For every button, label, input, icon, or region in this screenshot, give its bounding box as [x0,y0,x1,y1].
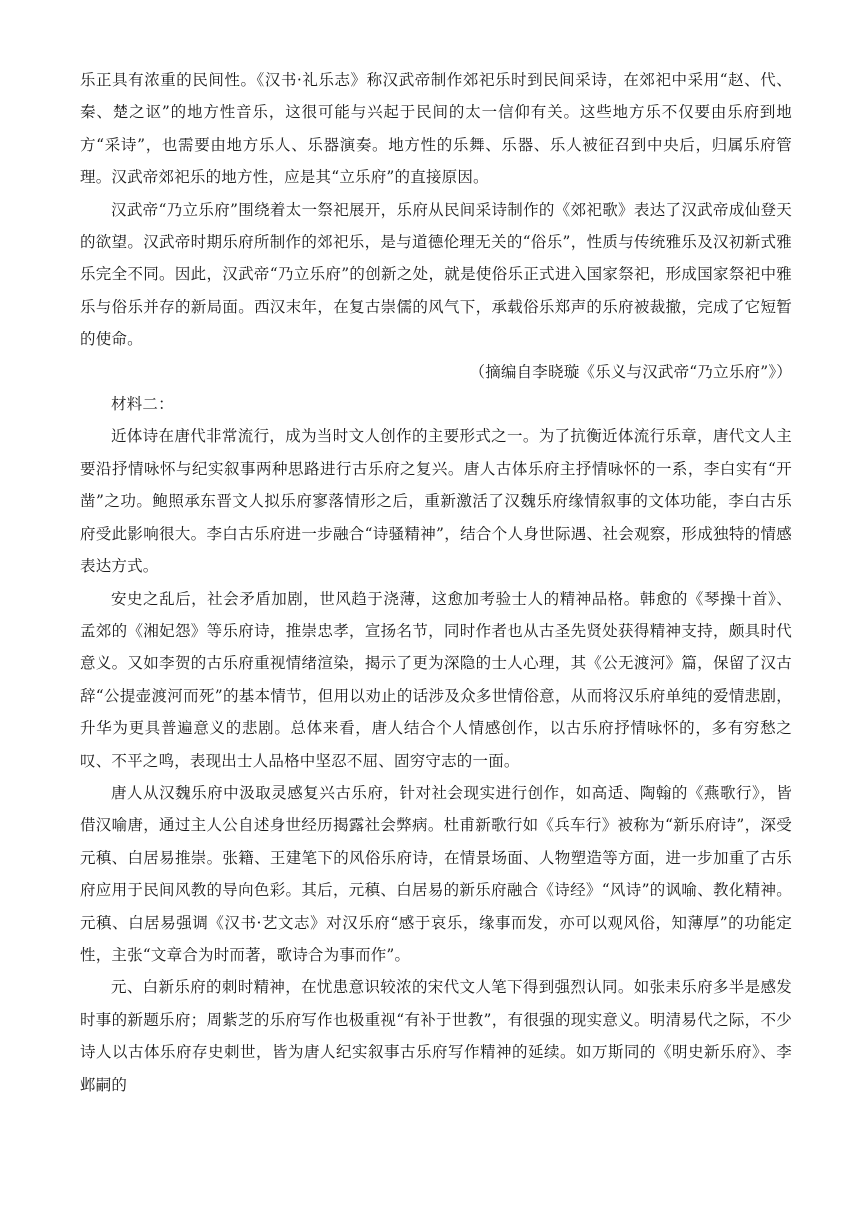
paragraph-6: 元、白新乐府的刺时精神，在忧患意识较浓的宋代文人笔下得到强烈认同。如张耒乐府多半是感发时事的新题乐府；周紫芝的乐府写作也极重视“有补于世教”，有很强的现实意义。明清易代之际，不少诗人以古体乐府存史刺世，皆为唐人纪实叙事古乐府写作精神的延续。如万斯同的《明史新乐府》、李邺嗣的 [80,978,792,1094]
document-page [80,64,792,1101]
paragraph-2: 汉武帝“乃立乐府”围绕着太一祭祀展开，乐府从民间采诗制作的《郊祀歌》表达了汉武帝成仙登天的欲望。汉武帝时期乐府所制作的郊祀乐，是与道德伦理无关的“俗乐”，性质与传统雅乐及汉初新式雅乐完全不同。因此，汉武帝“乃立乐府”的创新之处，就是使俗乐正式进入国家祭祀，形成国家祭祀中雅乐与俗乐并存的新局面。西汉末年，在复古崇儒的风气下，承载俗乐郑声的乐府被裁撤，完成了它短暂的使命。 [80,200,792,349]
paragraph-4: 安史之乱后，社会矛盾加剧，世风趋于浇薄，这愈加考验士人的精神品格。韩愈的《琴操十首》、孟郊的《湘妃怨》等乐府诗，推崇忠孝，宣扬名节，同时作者也从古圣先贤处获得精神支持，颇具时代意义。又如李贺的古乐府重视情绪渲染，揭示了更为深隐的士人心理，其《公无渡河》篇，保留了汉古辞“公提壶渡河而死”的基本情节，但用以劝止的话涉及众多世情俗意，从而将汉乐府单纯的爱情悲剧，升华为更具普遍意义的悲剧。总体来看，唐人结合个人情感创作，以古乐府抒情咏怀的，多有穷愁之叹、不平之鸣，表现出士人品格中坚忍不屈、固穷守志的一面。 [80,589,792,770]
paragraph-1: 乐正具有浓重的民间性。《汉书·礼乐志》称汉武帝制作郊祀乐时到民间采诗，在郊祀中采用“赵、代、秦、楚之讴”的地方性音乐，这很可能与兴起于民间的太一信仰有关。这些地方乐不仅要由乐府到地方“采诗”，也需要由地方乐人、乐器演奏。地方性的乐舞、乐器、乐人被征召到中央后，归属乐府管理。汉武帝郊祀乐的地方性，应是其“立乐府”的直接原因。 [80,71,792,187]
material-two-heading: 材料二： [111,395,174,414]
paragraph-3: 近体诗在唐代非常流行，成为当时文人创作的主要形式之一。为了抗衡近体流行乐章，唐代文人主要沿抒情咏怀与纪实叙事两种思路进行古乐府之复兴。唐人古体乐府主抒情咏怀的一系，李白实有“开凿”之功。鲍照承东晋文人拟乐府寥落情形之后，重新激活了汉魏乐府缘情叙事的文体功能，李白古乐府受此影响很大。李白古乐府进一步融合“诗骚精神”，结合个人身世际遇、社会观察，形成独特的情感表达方式。 [80,427,792,576]
source-citation: （摘编自李晓璇《乐义与汉武帝“乃立乐府”》） [469,362,792,381]
paragraph-5: 唐人从汉魏乐府中汲取灵感复兴古乐府，针对社会现实进行创作，如高适、陶翰的《燕歌行》，皆借汉喻唐，通过主人公自述身世经历揭露社会弊病。杜甫新歌行如《兵车行》被称为“新乐府诗”，深受元稹、白居易推崇。张籍、王建笔下的风俗乐府诗，在情景场面、人物塑造等方面，进一步加重了古乐府应用于民间风教的导向色彩。其后，元稹、白居易的新乐府融合《诗经》“风诗”的讽喻、教化精神。元稹、白居易强调《汉书·艺文志》对汉乐府“感于哀乐，缘事而发，亦可以观风俗，知薄厚”的功能定性，主张“文章合为时而著，歌诗合为事而作”。 [80,783,792,964]
